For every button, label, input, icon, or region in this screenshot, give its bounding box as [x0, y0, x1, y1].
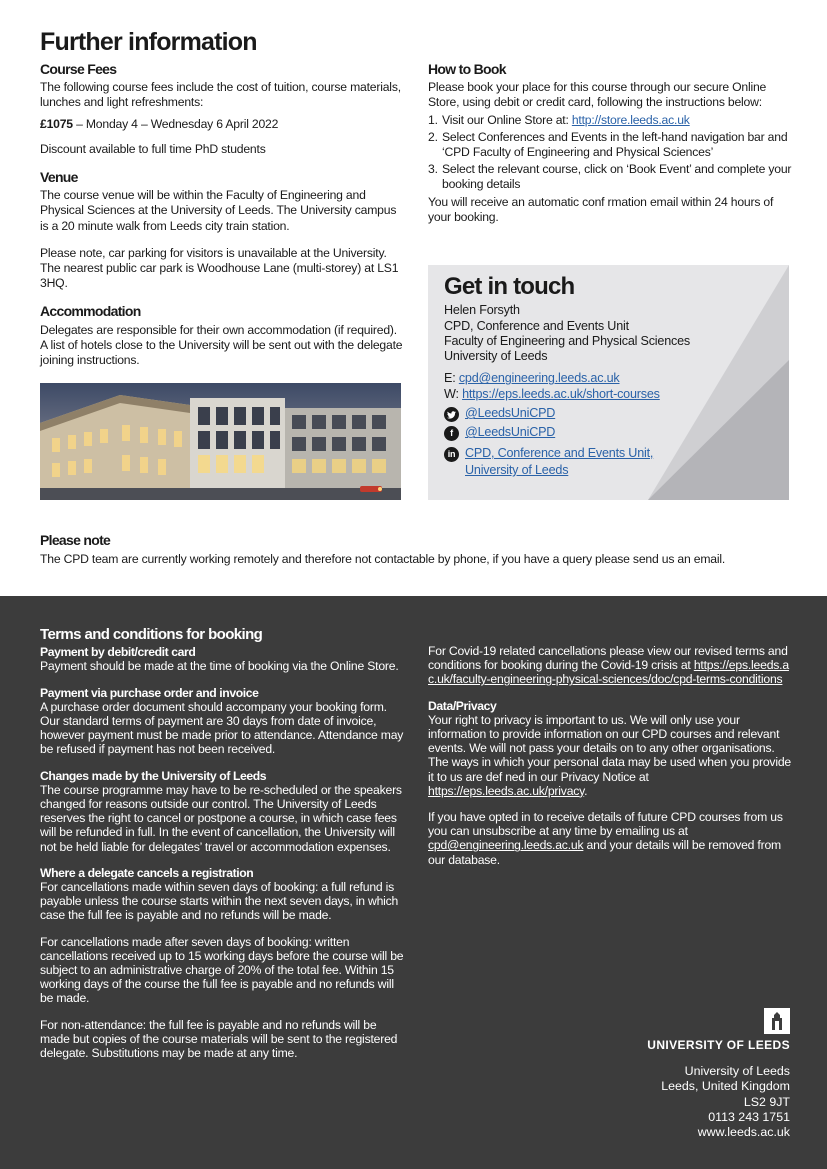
course-price: £1075 — [40, 116, 73, 131]
please-note-heading: Please note — [40, 532, 111, 548]
terms-section — [0, 596, 827, 1169]
payment-po-heading: Payment via purchase order and invoice — [40, 685, 259, 700]
course-fees-intro: The following course fees include the cost of tuition, course materials, lunches and light refreshments: — [40, 80, 401, 110]
phone-number: 0113 243 1751 — [708, 1109, 790, 1124]
facebook-row — [444, 425, 774, 441]
course-fees-price-line — [40, 117, 405, 132]
privacy-notice-link[interactable]: https://eps.leeds.ac.uk/privacy — [428, 783, 585, 798]
privacy-heading: Data/Privacy — [428, 698, 497, 713]
privacy-end: . — [584, 783, 588, 798]
accommodation-heading: Accommodation — [40, 303, 141, 320]
cancellation-heading: Where a delegate cancels a registration — [40, 865, 254, 880]
contact-details — [444, 273, 774, 479]
privacy-text: Your right to privacy is important to us. We will only use your information to provide information on our CPD courses and relevant events. We will not pass your details on to any other organisations. The ways in which your personal data may be used when you provide it to us are def ned in our Privacy Notice at — [428, 712, 791, 784]
building-illustration — [40, 383, 401, 500]
university-address — [661, 1064, 790, 1140]
changes-heading: Changes made by the University of Leeds — [40, 768, 267, 783]
contact-university: University of Leeds — [444, 349, 548, 364]
terms-left-column — [40, 628, 404, 1072]
terms-heading: Terms and conditions for booking — [40, 626, 263, 643]
terms-right-column — [428, 644, 792, 879]
get-in-touch-box — [428, 265, 789, 500]
payment-card-heading: Payment by debit/credit card — [40, 645, 196, 660]
twitter-link[interactable]: @LeedsUniCPD — [465, 406, 556, 421]
booking-step — [428, 162, 793, 192]
facebook-icon: f — [444, 426, 459, 441]
left-column — [40, 62, 405, 374]
booking-step — [428, 113, 793, 128]
how-to-book-intro: Please book your place for this course through our secure Online Store, using debit or credit card, following the instructions below: — [428, 80, 767, 110]
facebook-link[interactable]: @LeedsUniCPD — [465, 425, 556, 440]
venue-heading: Venue — [40, 169, 78, 186]
university-logo-text: UNIVERSITY OF LEEDS — [647, 1038, 790, 1052]
step-number: 1. — [428, 112, 438, 127]
course-dates: – Monday 4 – Wednesday 6 April 2022 — [72, 116, 279, 131]
step-text: Visit our Online Store at: — [442, 112, 572, 127]
contact-email-link[interactable]: cpd@engineering.leeds.ac.uk — [458, 371, 620, 386]
step-text: Select Conferences and Events in the left-hand navigation bar and ‘CPD Faculty of Engineering and Physical Sciences’ — [442, 129, 788, 160]
privacy-paragraph — [428, 713, 792, 798]
web-label: W: — [444, 386, 463, 401]
right-column — [428, 62, 793, 231]
venue-building-photo — [40, 383, 401, 500]
university-logo — [647, 1008, 790, 1052]
changes-text: The course programme may have to be re-scheduled or the speakers changed for reasons outside our control. The University of Leeds reserves the right to cancel or postpone a course, in which case fees will be refunded in full. In the event of cancellation, the University will not be held liable for delegates’ travel or accommodation expenses. — [40, 782, 402, 854]
linkedin-row — [444, 446, 774, 479]
contact-faculty: Faculty of Engineering and Physical Sciences — [444, 333, 691, 348]
course-fees-heading: Course Fees — [40, 61, 117, 77]
covid-terms-link[interactable]: https://eps.leeds.ac.uk/faculty-engineering-physical-sciences/doc/cpd-terms-conditions — [428, 658, 789, 687]
contact-email-line — [444, 371, 774, 386]
email-label: E: — [444, 371, 459, 386]
linkedin-link[interactable]: CPD, Conference and Events Unit, University of Leeds — [465, 446, 654, 478]
non-attendance-text: For non-attendance: the full fee is payable and no refunds will be made but copies of the course materials will be sent to the registered delegate. Substitutions may be made at any time. — [40, 1017, 398, 1061]
please-note-section — [40, 532, 800, 566]
linkedin-icon: in — [444, 447, 459, 462]
address-line: University of Leeds — [684, 1064, 790, 1078]
please-note-text: The CPD team are currently working remotely and therefore not contactable by phone, if you have a query please send us an email. — [40, 552, 726, 566]
step-number: 3. — [428, 162, 438, 177]
parking-note: Please note, car parking for visitors is unavailable at the University. The nearest public car park is Woodhouse Lane (multi-storey) at LS1 3HQ. — [40, 245, 399, 291]
venue-description: The course venue will be within the Faculty of Engineering and Physical Sciences at the University of Leeds. The University campus is a 20 minute walk from Leeds city train station. — [40, 188, 397, 233]
postcode: LS2 9JT — [743, 1094, 790, 1109]
university-crest-icon — [764, 1008, 790, 1034]
booking-step — [428, 130, 793, 160]
payment-card-text: Payment should be made at the time of booking via the Online Store. — [40, 659, 399, 674]
optout-paragraph — [428, 810, 792, 867]
contact-unit: CPD, Conference and Events Unit — [444, 318, 629, 333]
step-text: Select the relevant course, click on ‘Book Event’ and complete your booking details — [442, 162, 792, 192]
how-to-book-heading: How to Book — [428, 61, 506, 77]
university-website: www.leeds.ac.uk — [697, 1125, 790, 1140]
contact-web-line — [444, 387, 774, 402]
cancellation-within-7-days: For cancellations made within seven days of booking: a full refund is payable unless the course starts within the next seven days, in which case the full fee is payable and no refunds will be made. — [40, 880, 399, 923]
accommodation-text: Delegates are responsible for their own accommodation (if required). A list of hotels close to the University will be sent out with the delegate joining instructions. — [40, 322, 403, 368]
unsubscribe-email-link[interactable]: cpd@engineering.leeds.ac.uk — [428, 838, 584, 853]
twitter-icon — [444, 407, 459, 422]
discount-note: Discount available to full time PhD students — [40, 141, 266, 156]
payment-po-text: A purchase order document should accompany your booking form. Our standard terms of payment are 30 days from date of invoice, however payment must be made prior to attendance. Attendance may be refused if payment has not been received. — [40, 699, 404, 757]
get-in-touch-heading: Get in touch — [444, 273, 575, 300]
online-store-link[interactable]: http://store.leeds.ac.uk — [571, 112, 690, 127]
page-title: Further information — [40, 28, 257, 56]
confirmation-note: You will receive an automatic conf rmation email within 24 hours of your booking. — [428, 194, 774, 224]
optout-text: If you have opted in to receive details of future CPD courses from us you can unsubscribe at any time by emailing us at — [428, 810, 783, 839]
contact-name: Helen Forsyth — [444, 303, 520, 318]
cancellation-after-7-days: For cancellations made after seven days of booking: written cancellations received up to 15 working days before the course will be subject to an administrative charge of 20% of the total fee. Within 15 working days of the course the full fee is payable and no refunds will be made. — [40, 934, 404, 1006]
step-number: 2. — [428, 129, 438, 144]
twitter-row — [444, 406, 774, 422]
optout-end: and your details will be removed from our database. — [428, 838, 782, 867]
covid-paragraph — [428, 644, 792, 687]
covid-text: For Covid-19 related cancellations please view our revised terms and conditions for booking during the Covid-19 crisis at — [428, 644, 788, 673]
short-courses-link[interactable]: https://eps.leeds.ac.uk/short-courses — [462, 386, 660, 401]
booking-steps — [428, 113, 793, 193]
address-line: Leeds, United Kingdom — [661, 1079, 790, 1094]
